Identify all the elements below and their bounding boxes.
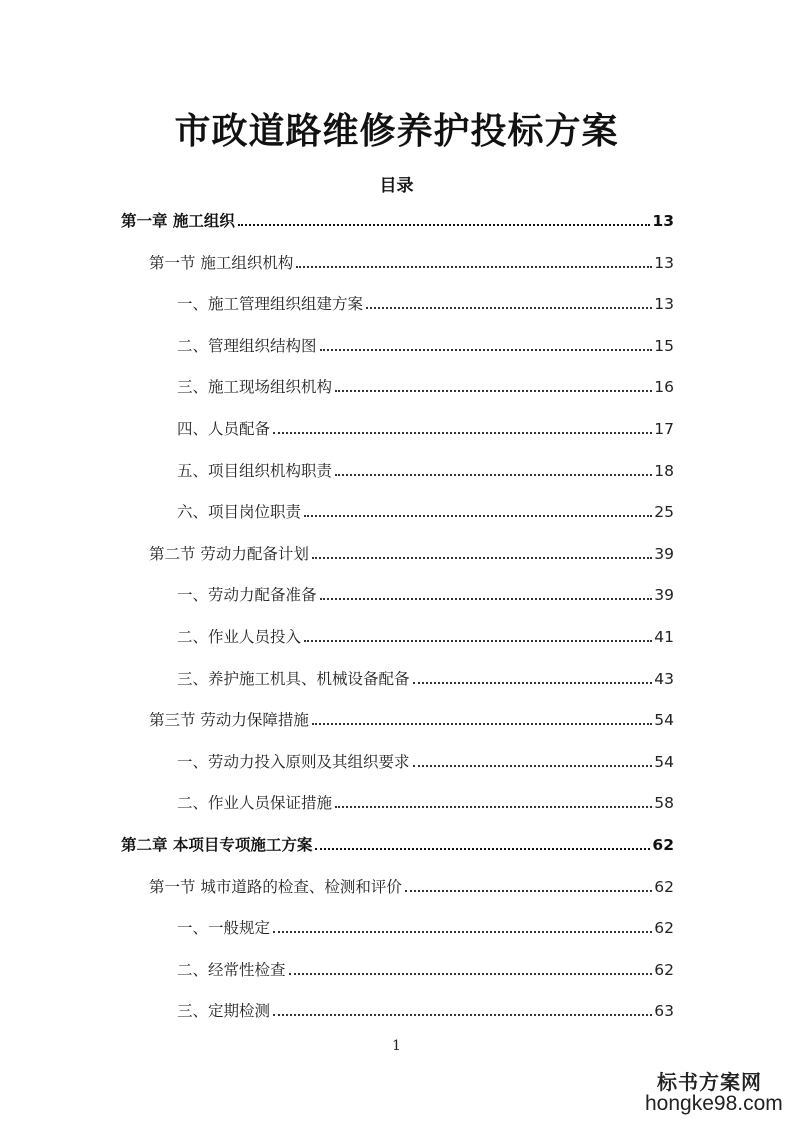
toc-entry-page: 15: [654, 337, 674, 355]
toc-entry-page: 62: [654, 919, 674, 937]
toc-entry[interactable]: [177, 418, 674, 440]
document-title: 市政道路维修养护投标方案: [174, 110, 619, 152]
toc-dot-leader: [296, 266, 652, 268]
toc-entry-page: 54: [654, 753, 674, 771]
toc-entry-label: 一、劳动力投入原则及其组织要求: [177, 753, 410, 771]
toc-dot-leader: [273, 931, 652, 933]
toc-entry-label: 三、施工现场组织机构: [177, 378, 333, 396]
toc-entry-label: 第一节 施工组织机构: [149, 254, 294, 272]
toc-entry-label: 二、经常性检查: [177, 961, 286, 979]
toc-dot-leader: [312, 557, 652, 559]
toc-dot-leader: [273, 1014, 652, 1016]
toc-entry-label: 二、管理组织结构图: [177, 337, 317, 355]
toc-entry-page: 62: [652, 836, 674, 854]
toc-entry-label: 五、项目组织机构职责: [177, 462, 333, 480]
toc-dot-leader: [273, 432, 652, 434]
toc-entry[interactable]: [177, 376, 674, 398]
toc-entry-page: 54: [654, 711, 674, 729]
toc-entry[interactable]: [177, 584, 674, 606]
toc-dot-leader: [413, 682, 653, 684]
toc-entry-page: 39: [654, 545, 674, 563]
toc-entry[interactable]: [177, 917, 674, 939]
toc-entry[interactable]: [177, 335, 674, 357]
toc-entry[interactable]: [177, 1000, 674, 1022]
toc-entry[interactable]: [149, 252, 674, 274]
toc-entry[interactable]: [177, 293, 674, 315]
toc-entry[interactable]: [149, 709, 674, 731]
toc-entry[interactable]: [177, 959, 674, 981]
toc-dot-leader: [320, 349, 653, 351]
watermark-site-name: 标书方案网: [657, 1070, 762, 1094]
page-number: 1: [392, 1038, 401, 1054]
toc-entry[interactable]: [177, 626, 674, 648]
toc-dot-leader: [413, 765, 653, 767]
toc-entry[interactable]: [177, 792, 674, 814]
toc-entry[interactable]: [177, 460, 674, 482]
toc-entry-label: 二、作业人员投入: [177, 628, 302, 646]
toc-dot-leader: [335, 806, 652, 808]
toc-entry-label: 一、施工管理组织组建方案: [177, 295, 364, 313]
toc-entry-page: 58: [654, 794, 674, 812]
toc-entry-label: 六、项目岗位职责: [177, 503, 302, 521]
toc-entry-label: 二、作业人员保证措施: [177, 794, 333, 812]
toc-entry-label: 第二章 本项目专项施工方案: [121, 836, 313, 854]
toc-dot-leader: [315, 848, 650, 850]
toc-entry-page: 13: [654, 295, 674, 313]
toc-entry-page: 63: [654, 1002, 674, 1020]
toc-entry-page: 13: [652, 212, 674, 230]
toc-dot-leader: [405, 890, 652, 892]
toc-entry-page: 41: [654, 628, 674, 646]
toc-entry[interactable]: [121, 210, 674, 232]
toc-heading: 目录: [379, 176, 414, 196]
toc-dot-leader: [335, 474, 652, 476]
toc-entry-page: 17: [654, 420, 674, 438]
toc-entry[interactable]: [149, 543, 674, 565]
toc-entry-page: 39: [654, 586, 674, 604]
toc-dot-leader: [304, 640, 652, 642]
toc-dot-leader: [335, 390, 652, 392]
toc-entry-label: 三、养护施工机具、机械设备配备: [177, 670, 410, 688]
toc-entry-label: 第三节 劳动力保障措施: [149, 711, 309, 729]
toc-entry-page: 13: [654, 254, 674, 272]
watermark-url: hongke98.com: [645, 1092, 783, 1115]
toc-dot-leader: [304, 515, 652, 517]
toc-entry-label: 第一节 城市道路的检查、检测和评价: [149, 878, 402, 896]
toc-entry-label: 四、人员配备: [177, 420, 271, 438]
toc-entry-page: 18: [654, 462, 674, 480]
toc-entry-label: 一、劳动力配备准备: [177, 586, 317, 604]
toc-entry-page: 25: [654, 503, 674, 521]
toc-entry-page: 62: [654, 878, 674, 896]
toc-entry-label: 第二节 劳动力配备计划: [149, 545, 309, 563]
toc-entry-page: 16: [654, 378, 674, 396]
toc-dot-leader: [366, 307, 652, 309]
toc-entry-label: 一、一般规定: [177, 919, 271, 937]
toc-dot-leader: [312, 723, 652, 725]
toc-entry[interactable]: [121, 834, 674, 856]
toc-entry-label: 第一章 施工组织: [121, 212, 235, 230]
toc-dot-leader: [289, 973, 653, 975]
toc-dot-leader: [320, 598, 653, 600]
toc-entry[interactable]: [149, 876, 674, 898]
toc-entry-page: 43: [654, 670, 674, 688]
toc-entry[interactable]: [177, 668, 674, 690]
toc-entry[interactable]: [177, 751, 674, 773]
toc-dot-leader: [238, 224, 651, 226]
toc-entry[interactable]: [177, 501, 674, 523]
toc-entry-label: 三、定期检测: [177, 1002, 271, 1020]
toc-entry-page: 62: [654, 961, 674, 979]
